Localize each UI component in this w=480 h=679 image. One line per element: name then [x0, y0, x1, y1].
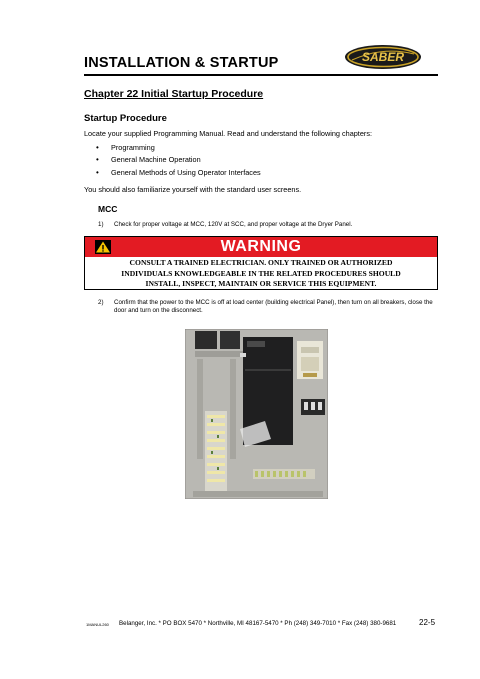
- step-number: 1): [98, 221, 104, 228]
- page-number: 22-5: [419, 618, 436, 627]
- warning-text: CONSULT A TRAINED ELECTRICIAN. ONLY TRAINED OR AUTHORIZED INDIVIDUALS KNOWLEDGEABLE IN THE RELATED PROCEDURES SHOULD INSTALL, INSPECT, MAINTAIN OR SERVICE THIS EQUIPMENT.: [121, 258, 401, 288]
- step-1: [98, 221, 448, 231]
- section-title: Startup Procedure: [84, 113, 167, 124]
- warning-heading: WARNING: [220, 238, 302, 255]
- step-text: Check for proper voltage at MCC, 120V at SCC, and proper voltage at the Dryer Panel.: [114, 221, 353, 228]
- footer-company: Belanger, Inc. * PO BOX 5470 * Northville, MI 48167-5470 * Ph (248) 349-7010 * Fax (248) 380-9681: [119, 620, 397, 627]
- list-item: • Programming: [96, 143, 155, 152]
- subsection-title: MCC: [98, 204, 118, 214]
- warning-box: [84, 236, 438, 290]
- saber-logo: [344, 44, 422, 70]
- step-text: Confirm that the power to the MCC is off at load center (building electrical Panel), then turn on all breakers, close the door and turn on the disconnect.: [114, 299, 433, 314]
- step-2: [98, 299, 448, 317]
- list-item: • General Methods of Using Operator Interfaces: [96, 167, 261, 177]
- bullet-icon: •: [96, 143, 99, 152]
- step-number: 2): [98, 299, 104, 306]
- intro-paragraph: Locate your supplied Programming Manual. Read and understand the following chapters:: [84, 129, 372, 138]
- mcc-panel-photo: [185, 329, 328, 499]
- bullet-icon: •: [96, 167, 99, 177]
- header-rule: [84, 74, 438, 76]
- bullet-icon: •: [96, 155, 99, 165]
- chapter-list: [96, 143, 261, 180]
- document-code: 1MANUL260: [86, 622, 109, 627]
- chapter-title: Chapter 22 Initial Startup Procedure: [84, 88, 264, 100]
- list-item: • General Machine Operation: [96, 155, 201, 165]
- familiarize-paragraph: You should also familiarize yourself with the standard user screens.: [84, 185, 302, 194]
- logo-text: SABER: [361, 50, 405, 64]
- page-header-title: INSTALLATION & STARTUP: [84, 55, 279, 71]
